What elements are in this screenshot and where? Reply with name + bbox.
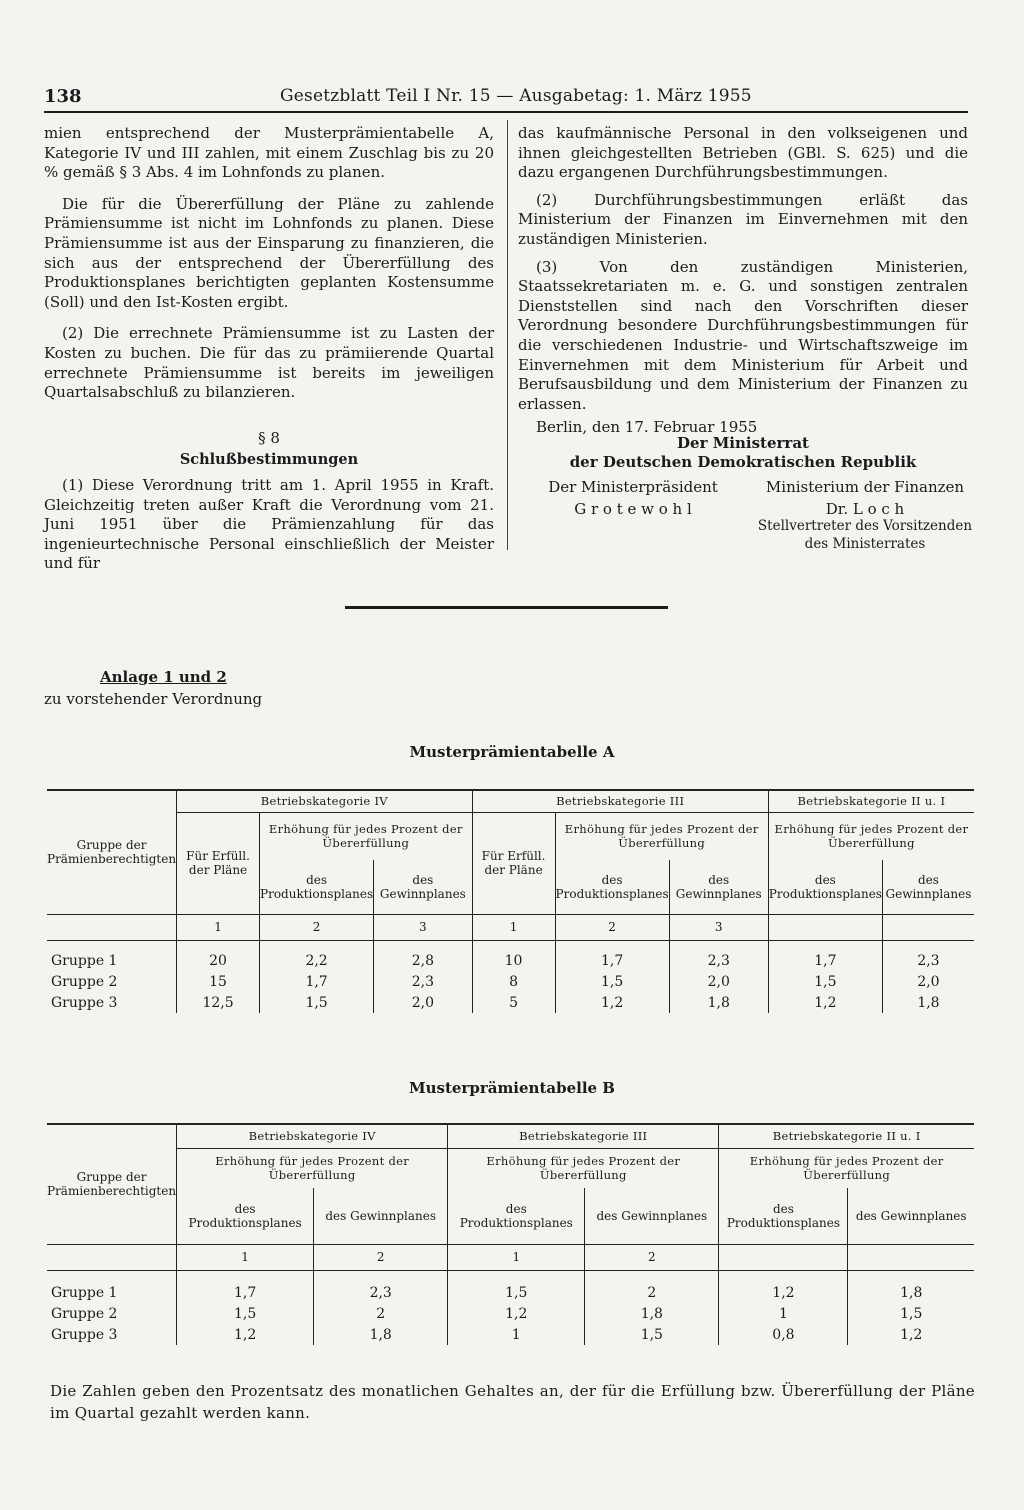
category-iv-header: Betriebskategorie IV [177,790,473,812]
cell: 1,5 [585,1324,719,1345]
table-row [47,1282,974,1303]
table-b-title: Musterprämientabelle B [409,1079,615,1097]
signature-left-title: Der Ministerpräsident [548,478,718,496]
cell: 1,5 [848,1303,974,1324]
section-title: Schlußbestimmungen [179,451,359,469]
cell: 1 [448,1324,585,1345]
category-iii-header: Betriebskategorie III [448,1124,719,1148]
increase-header: Erhöhung für jedes Prozent der Übererfüllung [555,812,768,860]
group-column-header: Gruppe der Prämienberechtigten [47,790,177,914]
column-number: 2 [260,914,374,940]
production-plan-header: des Produktionsplanes [177,1188,314,1244]
cell: 1,5 [177,1303,314,1324]
council-line-1: Der Ministerrat [677,434,809,452]
table-row [47,1324,974,1345]
paragraph: (3) Von den zuständigen Ministerien, Staatssekretariaten m. e. G. und sonstigen zentralen Dienststellen sind nach den Vorschriften dieser Verordnung besondere Durchführungsbestimmungen für die verschiedenen Industrie- und Wirtschaftszweige im Einvernehmen mit dem Ministerium für Arbeit und Berufsausbildung und dem Ministerium der Finanzen zu erlassen. [518,257,968,413]
column-number: 1 [472,914,555,940]
cell: 0,8 [719,1324,848,1345]
paragraph: (1) Diese Verordnung tritt am 1. April 1955 in Kraft. Gleichzeitig treten außer Kraft die Verordnung vom 21. Juni 1951 über die Prämienzahlung für das ingenieurtechnische Personal einschließlich der Meister und für [44,475,494,573]
paragraph: das kaufmännische Personal in den volkseigenen und ihnen gleichgestellten Betrieben (GBl. S. 625) und die dazu ergangenen Durchführungsbestimmungen. [518,124,968,182]
production-plan-header: des Produktionsplanes [448,1188,585,1244]
page-header-title: Gesetzblatt Teil I Nr. 15 — Ausgabetag: 1. März 1955 [280,86,752,106]
footer-note: Die Zahlen geben den Prozentsatz des monatlichen Gehaltes an, der für die Erfüllung bzw. Übererfüllung der Pläne im Quartal gezahlt werden kann. [50,1382,975,1422]
paragraph: Die für die Übererfüllung der Pläne zu zahlende Prämiensumme ist nicht im Lohnfonds zu planen. Diese Prämiensumme ist aus der Einsparung zu finanzieren, die sich aus der entsprechend der Übererfüllung des Produktionsplanes berichtigten geplanten Kostensumme (Soll) und den Ist-Kosten ergibt. [44,194,494,311]
cell: 1,5 [448,1282,585,1303]
category-iv-header: Betriebskategorie IV [177,1124,448,1148]
table-row [47,1303,974,1324]
signature-right-name: Dr. L o c h [825,500,905,518]
table-a [47,789,974,1013]
cell: 2,3 [374,971,472,992]
annex-subtitle: zu vorstehender Verordnung [44,690,263,708]
cell: 1,2 [555,992,669,1013]
group-label: Gruppe 2 [51,973,118,990]
cell: 8 [472,971,555,992]
cell: 1,8 [882,992,974,1013]
column-number: 1 [448,1244,585,1270]
section-separator [345,606,668,609]
column-number: 2 [585,1244,719,1270]
date-line: Berlin, den 17. Februar 1955 [536,418,758,437]
cell: 1,8 [585,1303,719,1324]
cell: 2 [314,1303,448,1324]
increase-header: Erhöhung für jedes Prozent der Übererfüllung [719,1148,974,1188]
group-label: Gruppe 2 [51,1305,118,1322]
signature-left-name: G r o t e w o h l [574,500,692,518]
production-plan-header: des Produktionsplanes [719,1188,848,1244]
profit-plan-header: des Gewinnplanes [314,1188,448,1244]
profit-plan-header: des Gewinnplanes [848,1188,974,1244]
group-label: Gruppe 1 [51,952,118,969]
fulfilment-header: Für Erfüll. der Pläne [472,812,555,914]
cell: 1,7 [260,971,374,992]
table-row [47,950,974,971]
cell: 2,3 [669,950,768,971]
cell: 1,8 [848,1282,974,1303]
cell: 12,5 [177,992,260,1013]
category-ii-i-header: Betriebskategorie II u. I [719,1124,974,1148]
paragraph: (2) Durchführungsbestimmungen erläßt das Ministerium der Finanzen im Einvernehmen mit den zuständigen Ministerien. [518,190,968,248]
cell: 2,3 [314,1282,448,1303]
cell: 20 [177,950,260,971]
signature-right-role-2: des Ministerrates [804,536,926,552]
column-number: 2 [314,1244,448,1270]
increase-header: Erhöhung für jedes Prozent der Übererfüllung [448,1148,719,1188]
group-label: Gruppe 1 [51,1284,118,1301]
column-number: 2 [555,914,669,940]
table-b [47,1123,974,1345]
cell: 1,5 [555,971,669,992]
fulfilment-header: Für Erfüll. der Pläne [177,812,260,914]
cell: 1,8 [669,992,768,1013]
cell: 1,5 [260,992,374,1013]
cell: 2,0 [374,992,472,1013]
table-row [47,992,974,1013]
cell: 2,0 [669,971,768,992]
cell: 2,2 [260,950,374,971]
category-iii-header: Betriebskategorie III [472,790,768,812]
cell: 5 [472,992,555,1013]
group-column-header: Gruppe der Prämienberechtigten [47,1124,177,1244]
cell: 1,2 [719,1282,848,1303]
cell: 2,0 [882,971,974,992]
left-column [44,124,494,574]
column-divider [507,120,508,550]
cell: 1,7 [555,950,669,971]
section-number: § 8 [258,428,280,447]
right-column [518,124,968,438]
increase-header: Erhöhung für jedes Prozent der Übererfüllung [177,1148,448,1188]
increase-header: Erhöhung für jedes Prozent der Übererfüllung [768,812,974,860]
group-label: Gruppe 3 [51,1326,118,1343]
cell: 1,2 [848,1324,974,1345]
cell: 1,5 [768,971,882,992]
column-number: 1 [177,914,260,940]
profit-plan-header: des Gewinnplanes [585,1188,719,1244]
cell: 1,2 [768,992,882,1013]
production-plan-header: des Produktionsplanes [555,860,669,914]
column-number: 3 [374,914,472,940]
page-number: 138 [44,86,82,107]
paragraph: mien entsprechend der Musterprämientabelle A, Kategorie IV und III zahlen, mit einem Zuschlag bis zu 20 % gemäß § 3 Abs. 4 im Lohnfonds zu planen. [44,124,494,182]
annex-title: Anlage 1 und 2 [100,668,227,686]
column-number: 1 [177,1244,314,1270]
table-row [47,971,974,992]
cell: 2,3 [882,950,974,971]
cell: 1 [719,1303,848,1324]
production-plan-header: des Produktionsplanes [260,860,374,914]
profit-plan-header: des Gewinnplanes [669,860,768,914]
production-plan-header: des Produktionsplanes [768,860,882,914]
cell: 1,7 [768,950,882,971]
signature-right-title: Ministerium der Finanzen [765,478,965,496]
category-ii-i-header: Betriebskategorie II u. I [768,790,974,812]
column-number: 3 [669,914,768,940]
signature-right-role-1: Stellvertreter des Vorsitzenden [757,518,973,534]
cell: 10 [472,950,555,971]
cell: 1,8 [314,1324,448,1345]
profit-plan-header: des Gewinnplanes [882,860,974,914]
cell: 2 [585,1282,719,1303]
cell: 1,7 [177,1282,314,1303]
increase-header: Erhöhung für jedes Prozent der Übererfüllung [260,812,473,860]
paragraph: (2) Die errechnete Prämiensumme ist zu Lasten der Kosten zu buchen. Die für das zu prämiierende Quartal errechnete Prämiensumme ist bereits im jeweiligen Quartalsabschluß zu bilanzieren. [44,324,494,402]
cell: 1,2 [448,1303,585,1324]
table-a-title: Musterprämientabelle A [409,743,615,761]
council-line-2: der Deutschen Demokratischen Republik [569,453,917,471]
cell: 1,2 [177,1324,314,1345]
cell: 15 [177,971,260,992]
profit-plan-header: des Gewinnplanes [374,860,472,914]
cell: 2,8 [374,950,472,971]
header-rule [44,111,968,113]
group-label: Gruppe 3 [51,994,118,1011]
